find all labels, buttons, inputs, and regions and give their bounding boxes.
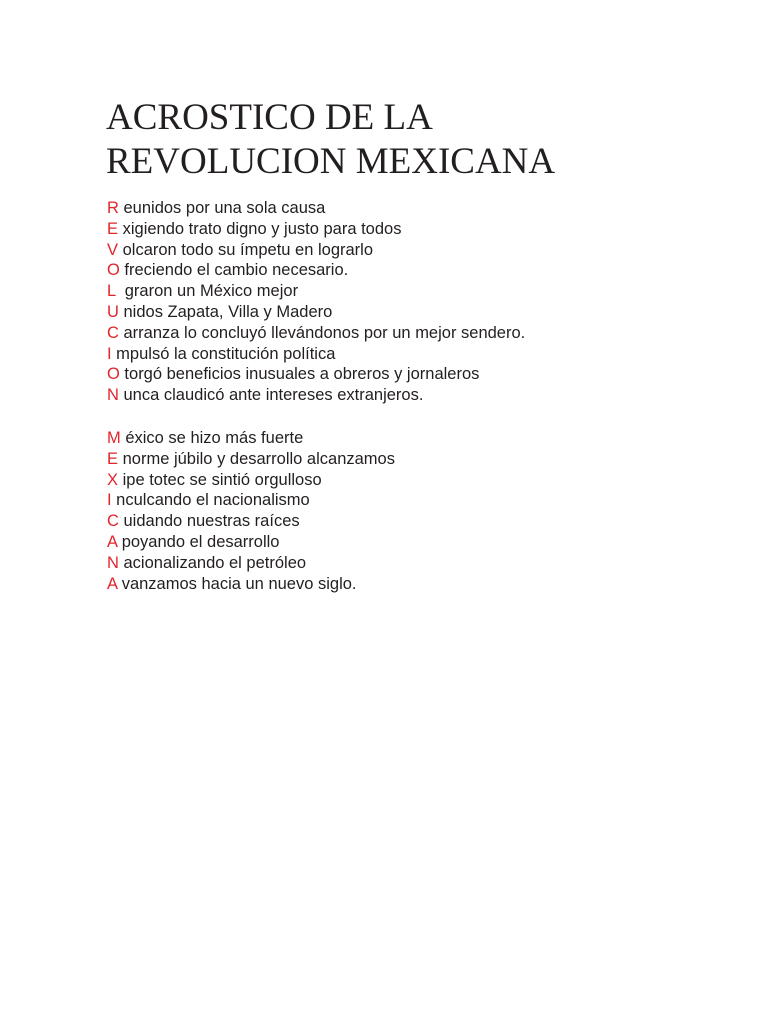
acrostic-text: torgó beneficios inusuales a obreros y jornaleros — [119, 365, 480, 384]
acrostic-line — [107, 281, 525, 302]
acrostic-text: nidos Zapata, Villa y Madero — [118, 302, 333, 321]
acrostic-initial: X — [107, 470, 119, 489]
acrostic-initial: O — [107, 261, 120, 280]
acrostic-initial: A — [107, 574, 118, 593]
acrostic-line — [107, 574, 395, 595]
acrostic-text: vanzamos hacia un nuevo siglo. — [117, 574, 357, 593]
acrostic-text: norme júbilo y desarrollo alcanzamos — [118, 449, 395, 468]
acrostic-line — [107, 240, 525, 261]
acrostic-initial: N — [107, 386, 119, 405]
acrostic-line — [107, 198, 525, 219]
acrostic-line — [107, 302, 525, 323]
title-line-2: REVOLUCION MEXICANA — [106, 141, 556, 182]
acrostic-initial: C — [107, 512, 119, 531]
acrostic-text: poyando el desarrollo — [117, 532, 280, 551]
acrostic-line — [107, 428, 395, 449]
acrostic-initial: L — [107, 282, 116, 301]
acrostic-text: mpulsó la constitución política — [111, 344, 336, 363]
acrostic-text: olcaron todo su ímpetu en lograrlo — [118, 240, 374, 259]
acrostic-line — [107, 470, 395, 491]
title-line-1: ACROSTICO DE LA — [106, 97, 433, 138]
acrostic-line — [107, 323, 525, 344]
acrostic-line — [107, 364, 525, 385]
acrostic-text: unca claudicó ante intereses extranjeros. — [118, 386, 424, 405]
acrostic-line — [107, 532, 395, 553]
acrostic-stanza-mexicana — [107, 428, 395, 594]
acrostic-initial: R — [107, 199, 119, 217]
acrostic-text: ipe totec se sintió orgulloso — [118, 470, 322, 489]
acrostic-text: arranza lo concluyó llevándonos por un mejor sendero. — [118, 323, 526, 342]
acrostic-initial: U — [107, 302, 119, 321]
acrostic-text: eunidos por una sola causa — [118, 199, 326, 217]
acrostic-initial: V — [107, 240, 119, 259]
acrostic-initial: N — [107, 553, 119, 572]
acrostic-text: xigiendo trato digno y justo para todos — [118, 219, 402, 238]
acrostic-initial: M — [107, 429, 121, 447]
acrostic-line — [107, 511, 395, 532]
acrostic-initial: E — [107, 219, 119, 238]
acrostic-text: nculcando el nacionalismo — [111, 491, 310, 510]
acrostic-line — [107, 449, 395, 470]
acrostic-line — [107, 219, 525, 240]
acrostic-line — [107, 260, 525, 281]
acrostic-initial: E — [107, 449, 119, 468]
acrostic-text: éxico se hizo más fuerte — [120, 429, 304, 447]
acrostic-initial: A — [107, 532, 118, 551]
acrostic-line — [107, 385, 525, 406]
acrostic-text: freciendo el cambio necesario. — [119, 261, 349, 280]
acrostic-text: acionalizando el petróleo — [118, 553, 307, 572]
page-title — [106, 96, 555, 184]
acrostic-initial: C — [107, 323, 119, 342]
acrostic-initial: I — [107, 491, 112, 510]
acrostic-line — [107, 553, 395, 574]
acrostic-line — [107, 490, 395, 511]
acrostic-line — [107, 344, 525, 365]
acrostic-text: graron un México mejor — [115, 282, 299, 301]
acrostic-stanza-revolucion — [107, 198, 525, 406]
acrostic-initial: O — [107, 365, 120, 384]
acrostic-initial: I — [107, 344, 112, 363]
acrostic-text: uidando nuestras raíces — [118, 512, 300, 531]
